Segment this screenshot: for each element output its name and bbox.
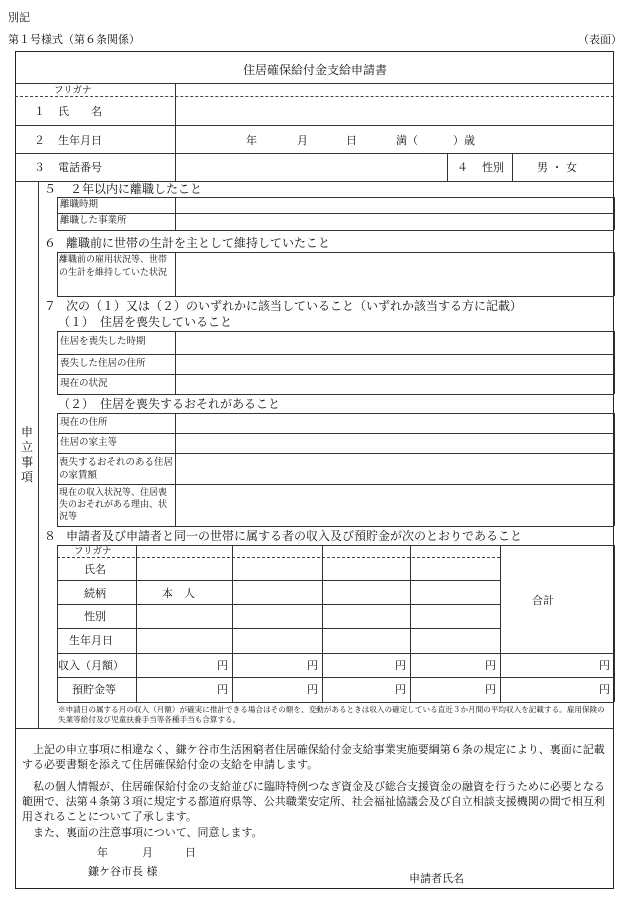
- s7-sub2-title: （２） 住居を喪失するおそれがあること: [58, 397, 281, 411]
- declaration-paragraph: 上記の申立事項に相違なく、鎌ケ谷市生活困窮者住居確保給付金支給事業実施要綱第６条の規定により、裏面に記載する必要書類を添えて住居確保給付金の支給を申請します。: [22, 743, 605, 771]
- s8-sex-label: 性別: [84, 610, 106, 623]
- s5-title: ２年以内に離職したこと: [70, 182, 203, 196]
- s8-self-label: 本 人: [162, 587, 195, 600]
- birth-day-unit: 日: [346, 134, 357, 147]
- s8-total-label: 合計: [532, 594, 554, 607]
- age-suffix: ）歳: [453, 134, 475, 147]
- s7-sub1-title: （１） 住居を喪失していること: [58, 315, 233, 329]
- date-day-unit: 日: [185, 846, 196, 859]
- s8-relation-label: 続柄: [84, 587, 106, 600]
- yen-unit: 円: [217, 683, 228, 696]
- s5-row-2: 離職した事業所: [60, 215, 127, 226]
- notice-consent-paragraph: また、裏面の注意事項について、同意します。: [33, 826, 263, 839]
- page-title: 住居確保給付金支給申請書: [242, 63, 387, 77]
- birth-number: ２: [34, 134, 45, 147]
- birth-label: 生年月日: [58, 134, 102, 147]
- s6-title: 離職前に世帯の生計を主として維持していたこと: [66, 236, 331, 250]
- age-prefix: 満（: [396, 134, 418, 147]
- yen-unit: 円: [599, 683, 610, 696]
- s6-row: 離職前の雇用状況等、世帯の生計を維持していた状況: [59, 255, 168, 278]
- name-number: １: [34, 105, 45, 118]
- s5-number: ５: [44, 182, 57, 196]
- yen-unit: 円: [307, 659, 318, 672]
- sex-options: 男 ・ 女: [537, 161, 577, 174]
- phone-label: 電話番号: [58, 161, 102, 174]
- s8-birth-label: 生年月日: [69, 634, 113, 647]
- s8-name-label: 氏名: [84, 563, 106, 576]
- s8-title: 申請者及び申請者と同一の世帯に属する者の収入及び預貯金が次のとおりであること: [66, 529, 523, 543]
- yen-unit: 円: [395, 659, 406, 672]
- yen-unit: 円: [307, 683, 318, 696]
- s7-sub1-row-3: 現在の状況: [60, 378, 108, 389]
- s8-income-label: 収入（月額）: [58, 659, 124, 672]
- birth-year-unit: 年: [246, 134, 257, 147]
- s7-sub2-row-4: 現在の収入状況等、住居喪失のおそれがある理由、状況等: [59, 488, 168, 522]
- form-number: 第１号様式（第６条関係）: [8, 33, 140, 46]
- birth-month-unit: 月: [297, 134, 308, 147]
- s7-number: ７: [44, 299, 57, 313]
- s8-savings-label: 預貯金等: [72, 683, 116, 696]
- s7-sub2-row-1: 現在の住所: [60, 417, 108, 428]
- s5-row-1: 離職時期: [60, 199, 99, 210]
- yen-unit: 円: [485, 683, 496, 696]
- mayor-addressee: 鎌ケ谷市長 様: [88, 865, 158, 878]
- side-column-label: 申立事項: [20, 425, 33, 484]
- s7-sub1-row-2: 喪失した住居の住所: [60, 358, 146, 369]
- sex-number: ４: [457, 161, 468, 174]
- furigana-label: フリガナ: [54, 85, 92, 96]
- phone-number-index: ３: [34, 161, 45, 174]
- s7-title: 次の（１）又は（２）のいずれかに該当していること（いずれか該当する方に記載）: [66, 299, 523, 313]
- name-label: 氏 名: [58, 105, 102, 118]
- sex-label: 性別: [482, 161, 504, 174]
- s7-sub1-row-1: 住居を喪失した時期: [60, 336, 146, 347]
- yen-unit: 円: [217, 659, 228, 672]
- beki-label: 別記: [8, 11, 30, 24]
- s7-sub2-row-3: 喪失するおそれのある住居の家賃額: [59, 457, 174, 481]
- s7-sub2-row-2: 住居の家主等: [60, 437, 118, 448]
- s8-number: ８: [44, 529, 57, 543]
- s6-number: ６: [44, 236, 57, 250]
- yen-unit: 円: [599, 659, 610, 672]
- date-month-unit: 月: [142, 846, 153, 859]
- yen-unit: 円: [485, 659, 496, 672]
- yen-unit: 円: [395, 683, 406, 696]
- s8-note: ※申請日の属する月の収入（月額）が確実に推計できる場合はその額を、変動があるときは収入の確定している直近３か月間の平均収入を記載する。雇用保険の失業等給付及び児童扶養手当等各種手当も合算する。: [58, 705, 605, 724]
- side-label: （表面）: [578, 33, 622, 46]
- privacy-consent-paragraph: 私の個人情報が、住居確保給付金の支給並びに臨時特例つなぎ資金及び総合支援資金の融資を行うために必要となる範囲で、法第４条第３項に規定する都道府県等、公共職業安定所、社会福祉協議会及び自立相談支援機関の間で相互利用されることについて了承します。: [22, 780, 605, 823]
- applicant-signature-label: 申請者氏名: [409, 872, 464, 885]
- date-year-unit: 年: [97, 846, 108, 859]
- s8-furigana-label: フリガナ: [74, 546, 112, 557]
